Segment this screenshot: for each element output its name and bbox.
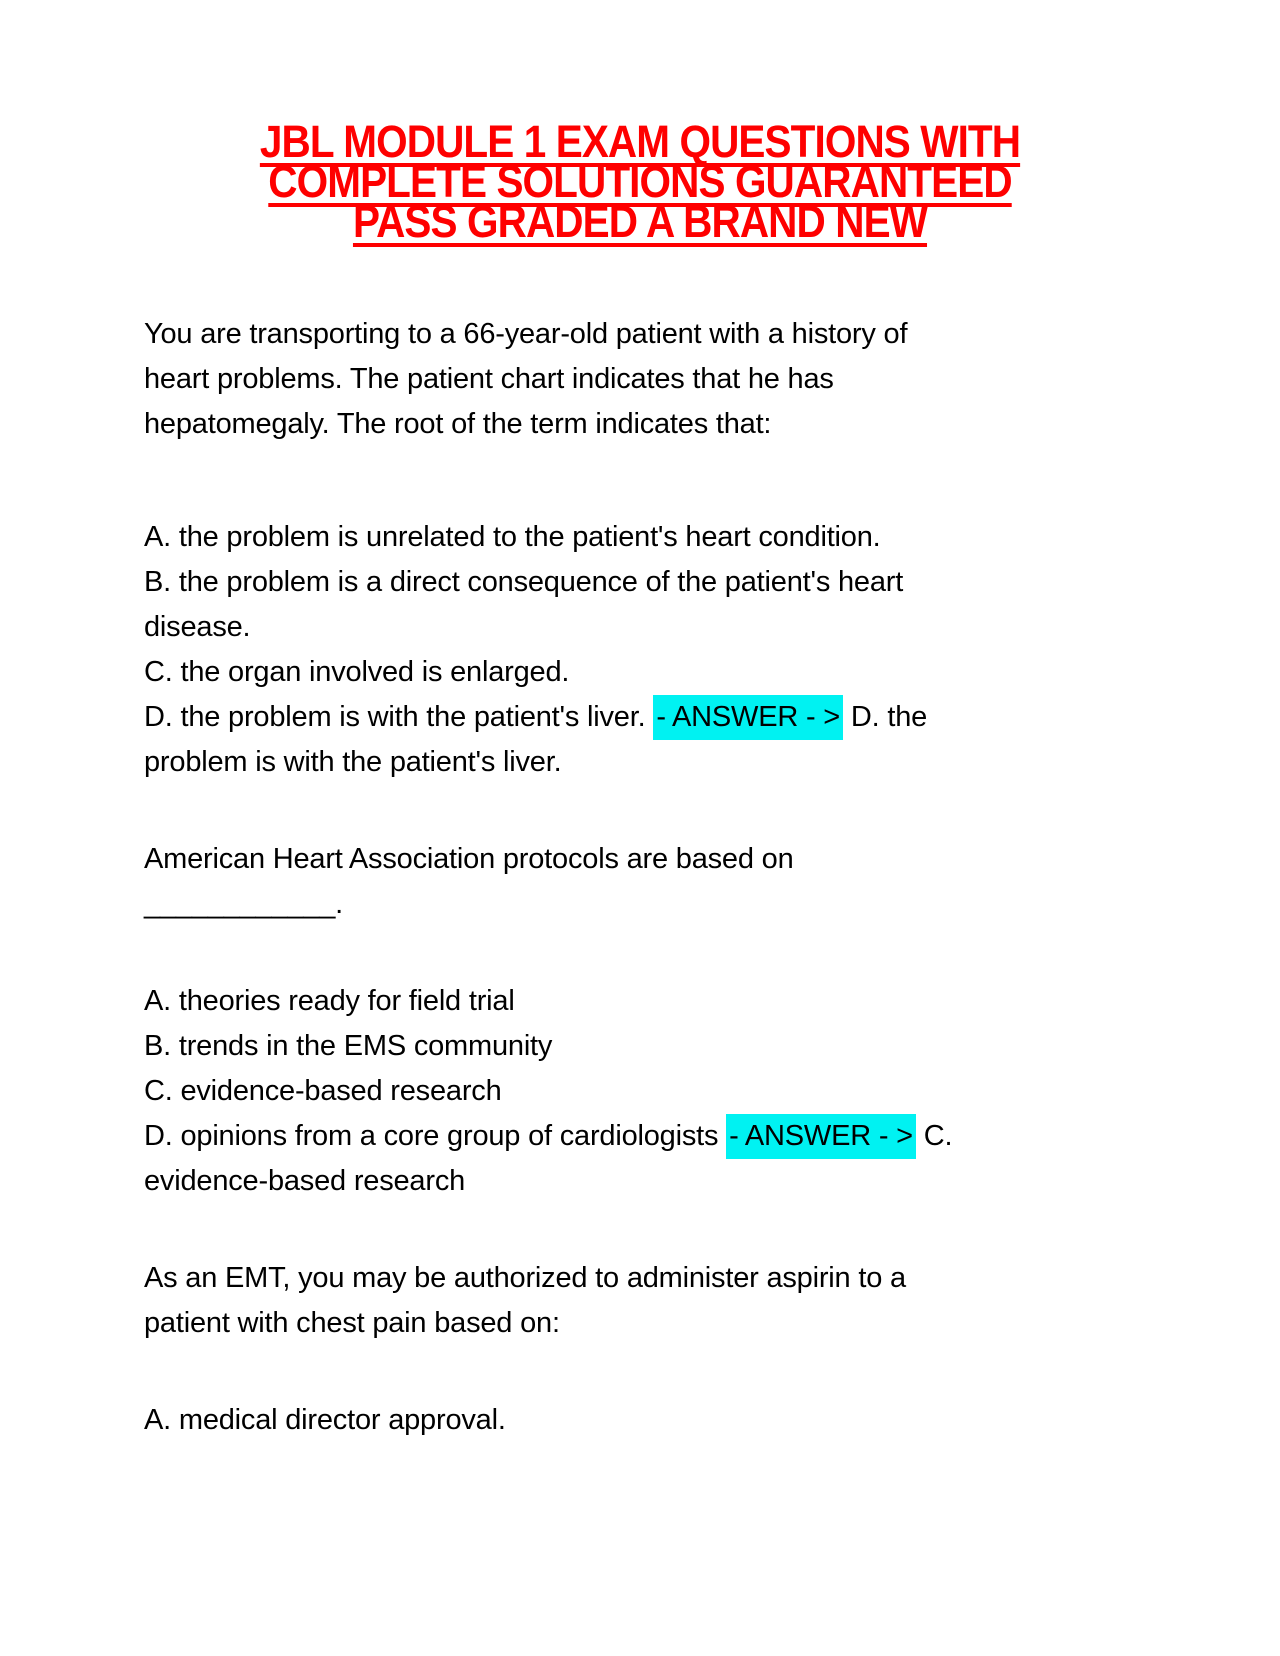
text-segment: patient with chest pain based on: bbox=[144, 1307, 560, 1339]
text-line bbox=[144, 1114, 1136, 1159]
text-line bbox=[144, 882, 1136, 927]
text-line bbox=[144, 1159, 1136, 1204]
question-2-options bbox=[144, 979, 1136, 1204]
text-line bbox=[144, 515, 1136, 560]
text-line bbox=[144, 740, 1136, 785]
text-segment: ____________. bbox=[144, 888, 343, 920]
text-segment: C. bbox=[915, 1120, 953, 1152]
text-segment: evidence-based research bbox=[144, 1165, 466, 1197]
text-line bbox=[144, 837, 1136, 882]
text-segment: C. evidence-based research bbox=[144, 1075, 502, 1107]
text-line bbox=[144, 402, 1136, 447]
text-segment: D. opinions from a core group of cardiologists bbox=[144, 1120, 727, 1152]
text-line bbox=[144, 695, 1136, 740]
text-line bbox=[144, 1024, 1136, 1069]
text-line bbox=[144, 312, 1136, 357]
text-segment: B. trends in the EMS community bbox=[144, 1030, 553, 1062]
answer-highlight: - ANSWER - > bbox=[653, 695, 843, 740]
question-1-text bbox=[144, 312, 1136, 447]
title-line-2: COMPLETE SOLUTIONS GUARANTEED bbox=[268, 156, 1012, 207]
text-line bbox=[144, 650, 1136, 695]
text-segment: You are transporting to a 66-year-old patient with a history of bbox=[144, 318, 908, 350]
text-line bbox=[144, 1069, 1136, 1114]
answer-highlight: - ANSWER - > bbox=[726, 1114, 916, 1159]
text-line bbox=[144, 1301, 1136, 1346]
text-segment: A. theories ready for field trial bbox=[144, 985, 515, 1017]
text-line bbox=[144, 1398, 1136, 1443]
question-2-text bbox=[144, 837, 1136, 927]
text-segment: B. the problem is a direct consequence of the patient's heart bbox=[144, 566, 904, 598]
text-line bbox=[144, 357, 1136, 402]
text-segment: As an EMT, you may be authorized to administer aspirin to a bbox=[144, 1262, 906, 1294]
text-line bbox=[144, 1256, 1136, 1301]
text-segment: A. the problem is unrelated to the patient's heart condition. bbox=[144, 521, 881, 553]
text-segment: A. medical director approval. bbox=[144, 1404, 506, 1436]
text-line bbox=[144, 605, 1136, 650]
text-segment: problem is with the patient's liver. bbox=[144, 746, 562, 778]
document-body bbox=[144, 312, 1136, 1443]
title-line-3: PASS GRADED A BRAND NEW bbox=[352, 196, 928, 247]
question-1-options bbox=[144, 515, 1136, 785]
question-3-options bbox=[144, 1398, 1136, 1443]
text-segment: American Heart Association protocols are based on bbox=[144, 843, 794, 875]
text-segment: C. the organ involved is enlarged. bbox=[144, 656, 570, 688]
question-3-text bbox=[144, 1256, 1136, 1346]
text-segment: hepatomegaly. The root of the term indicates that: bbox=[144, 408, 772, 440]
text-line bbox=[144, 979, 1136, 1024]
text-segment: heart problems. The patient chart indicates that he has bbox=[144, 363, 834, 395]
text-segment: disease. bbox=[144, 611, 251, 643]
text-line bbox=[144, 560, 1136, 605]
title-line-1: JBL MODULE 1 EXAM QUESTIONS WITH bbox=[259, 116, 1021, 167]
text-segment: D. the bbox=[843, 701, 928, 733]
text-segment: D. the problem is with the patient's liver. bbox=[144, 701, 654, 733]
document-title bbox=[144, 116, 1136, 247]
